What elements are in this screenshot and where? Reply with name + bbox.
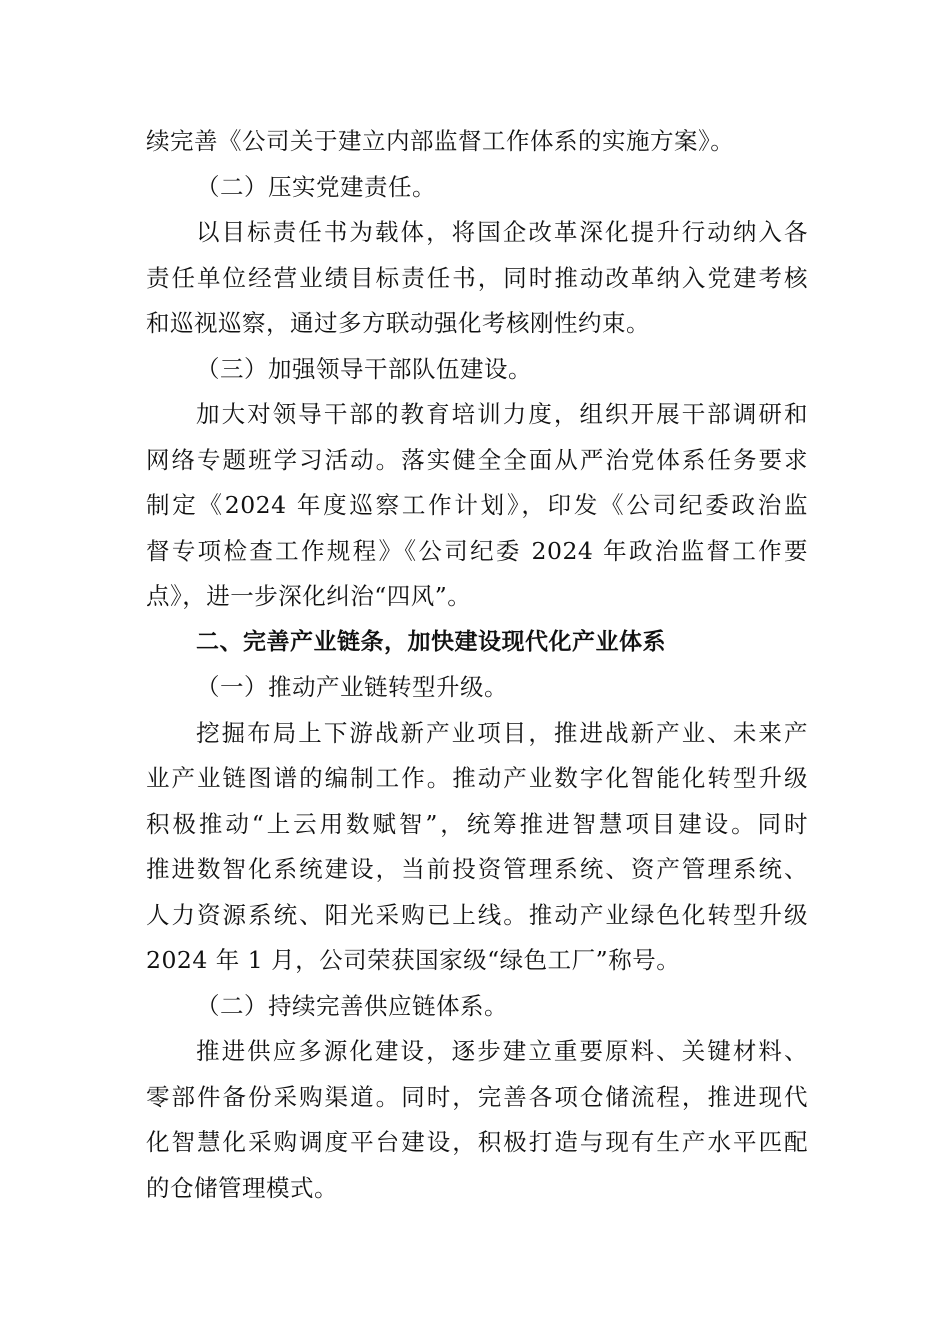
text-line: 督专项检查工作规程》《公司纪委 2024 年政治监督工作要 — [146, 536, 808, 565]
subheading-party-responsibility — [146, 165, 808, 211]
text-line: （一）推动产业链转型升级。 — [196, 673, 508, 701]
text-line: 人力资源系统、阳光采购已上线。推动产业绿色化转型升级 — [146, 900, 808, 929]
text-line: 和巡视巡察，通过多方联动强化考核刚性约束。 — [146, 309, 650, 337]
text-line: 化智慧化采购调度平台建设，积极打造与现有生产水平匹配 — [146, 1128, 808, 1156]
subheading-supply-chain — [146, 984, 808, 1030]
text-line: 加大对领导干部的教育培训力度，组织开展干部调研和 — [196, 400, 808, 428]
text-line: 推进数智化系统建设，当前投资管理系统、资产管理系统、 — [146, 855, 808, 883]
text-line: 网络专题班学习活动。落实健全全面从严治党体系任务要求 — [146, 445, 808, 474]
section-heading — [146, 620, 808, 666]
paragraph — [146, 711, 808, 984]
text-line: 以目标责任书为载体，将国企改革深化提升行动纳入各 — [196, 218, 808, 246]
text-line: 挖掘布局上下游战新产业项目，推进战新产业、未来产 — [196, 718, 808, 747]
text-line: （三）加强领导干部队伍建设。 — [196, 354, 532, 383]
text-line: 二、完善产业链条，加快建设现代化产业体系 — [196, 628, 666, 655]
text-line: 积极推动“上云用数赋智”，统筹推进智慧项目建设。同时 — [146, 809, 808, 838]
subheading-industry-chain — [146, 665, 808, 711]
text-line: 零部件备份采购渠道。同时，完善各项仓储流程，推进现代 — [146, 1082, 808, 1111]
subheading-leadership-team — [146, 347, 808, 393]
text-line: （二）持续完善供应链体系。 — [196, 991, 508, 1020]
paragraph — [146, 392, 808, 620]
document-page — [146, 119, 808, 1211]
text-line: 责任单位经营业绩目标责任书，同时推动改革纳入党建考核 — [146, 263, 808, 292]
paragraph — [146, 119, 808, 165]
text-line: 的仓储管理模式。 — [146, 1173, 338, 1202]
text-line: 业产业链图谱的编制工作。推动产业数字化智能化转型升级 — [146, 764, 808, 792]
text-line: （二）压实党建责任。 — [196, 172, 436, 201]
text-line: 制定《2024 年度巡察工作计划》，印发《公司纪委政治监 — [146, 491, 808, 519]
text-line: 推进供应多源化建设，逐步建立重要原料、关键材料、 — [196, 1037, 808, 1065]
text-line: 续完善《公司关于建立内部监督工作体系的实施方案》。 — [146, 127, 735, 155]
text-line: 2024 年 1 月，公司荣获国家级“绿色工厂”称号。 — [146, 946, 681, 974]
text-line: 点》，进一步深化纠治“四风”。 — [146, 582, 472, 610]
paragraph — [146, 210, 808, 347]
paragraph — [146, 1029, 808, 1211]
